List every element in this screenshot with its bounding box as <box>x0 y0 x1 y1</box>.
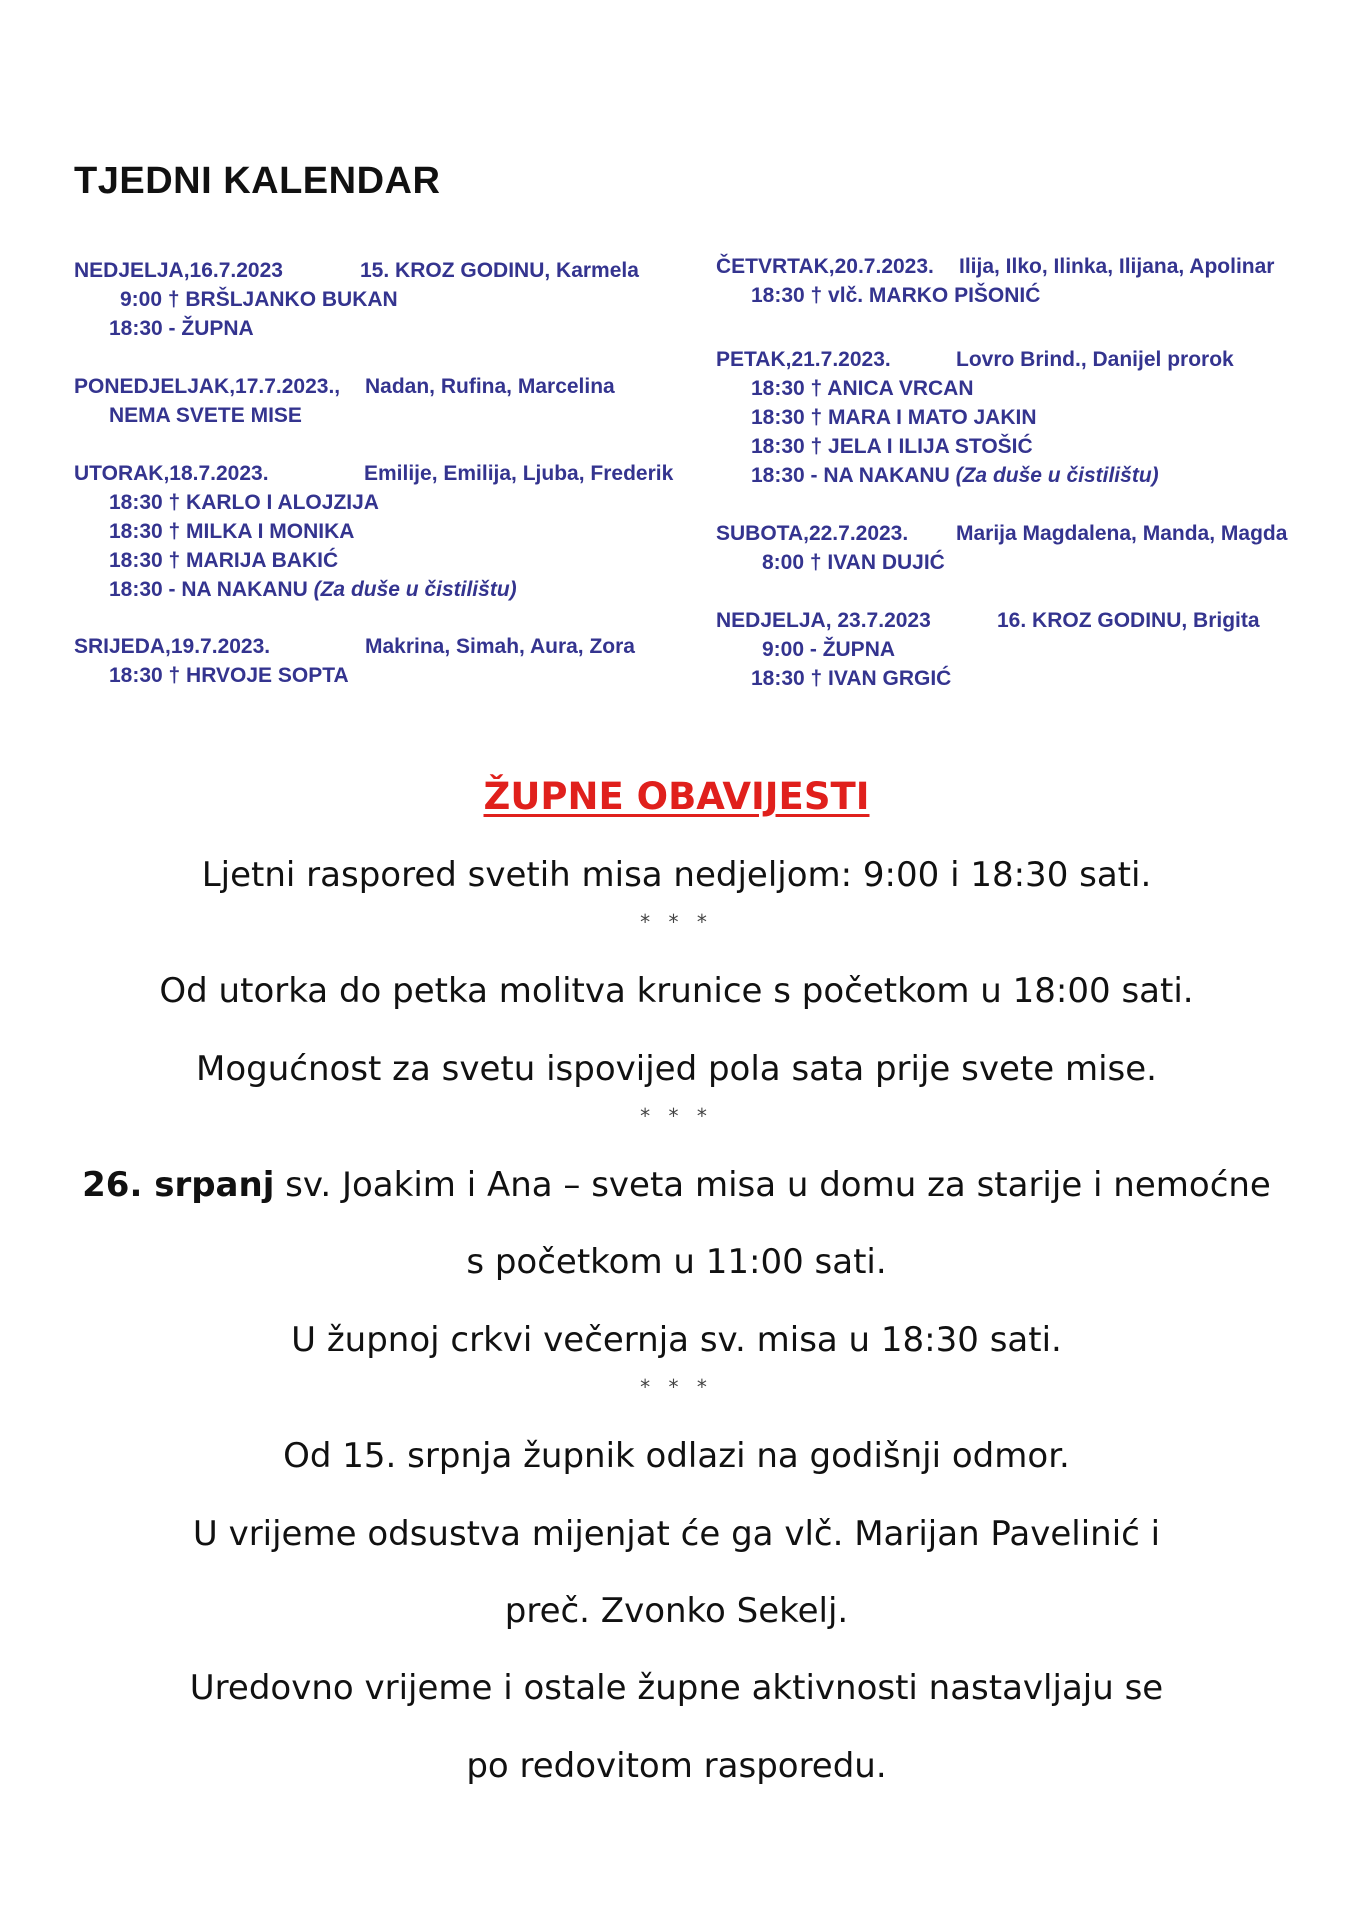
day-feast: Lovro Brind., Danijel prorok <box>956 348 1234 371</box>
notice-line: U vrijeme odsustva mijenjat će ga vlč. Marijan Pavelinić i <box>192 1514 1161 1554</box>
day-feast: Nadan, Rufina, Marcelina <box>365 375 615 398</box>
calendar-day <box>74 459 674 604</box>
day-date: NEDJELJA, 23.7.2023 <box>716 609 931 632</box>
calendar-day <box>716 519 1288 577</box>
day-feast: Marija Magdalena, Manda, Magda <box>956 522 1288 545</box>
separator-stars: * * * <box>640 1375 713 1399</box>
day-date: PONEDJELJAK,17.7.2023., <box>74 375 341 398</box>
calendar-day <box>716 252 1275 310</box>
calendar-day <box>74 256 639 343</box>
notice-line: Od 15. srpnja župnik odlazi na godišnji odmor. <box>283 1436 1070 1476</box>
day-feast: Emilije, Emilija, Ljuba, Frederik <box>364 462 674 485</box>
calendar-day <box>716 345 1234 490</box>
notice-line: Mogućnost za svetu ispovijed pola sata prije svete mise. <box>196 1049 1157 1089</box>
day-date: PETAK,21.7.2023. <box>716 348 891 371</box>
mass-entry: 18:30 † ANICA VRCAN <box>751 377 974 400</box>
mass-entry: 18:30 † vlč. MARKO PIŠONIĆ <box>751 284 1041 307</box>
mass-entry: 18:30 † MILKA I MONIKA <box>109 520 355 543</box>
mass-entry-note: (Za duše u čistilištu) <box>955 464 1159 487</box>
separator-stars: * * * <box>640 910 713 934</box>
mass-entry-note: (Za duše u čistilištu) <box>313 578 517 601</box>
notice-text: sv. Joakim i Ana – sveta misa u domu za starije i nemoćne <box>274 1165 1271 1205</box>
mass-entry: 18:30 † JELA I ILIJA STOŠIĆ <box>751 435 1033 458</box>
notice-line: preč. Zvonko Sekelj. <box>504 1591 849 1631</box>
separator-stars: * * * <box>640 1104 713 1128</box>
notice-line: Uredovno vrijeme i ostale župne aktivnosti nastavljaju se <box>189 1668 1164 1708</box>
calendar-day <box>74 632 635 690</box>
mass-entry: NEMA SVETE MISE <box>109 404 302 427</box>
mass-entry: 18:30 - ŽUPNA <box>109 317 254 340</box>
notice-line: U župnoj crkvi večernja sv. misa u 18:30 sati. <box>291 1320 1062 1360</box>
day-date: NEDJELJA,16.7.2023 <box>74 259 283 282</box>
notices-heading: ŽUPNE OBAVIJESTI <box>483 775 870 818</box>
calendar-left-column <box>74 256 674 706</box>
page-title: TJEDNI KALENDAR <box>74 160 441 202</box>
mass-entry: 18:30 † MARIJA BAKIĆ <box>109 549 339 572</box>
mass-entry: 18:30 † IVAN GRGIĆ <box>751 667 952 690</box>
mass-entry <box>74 575 517 604</box>
day-feast: Ilija, Ilko, Ilinka, Ilijana, Apolinar <box>959 255 1275 278</box>
day-date: ČETVRTAK,20.7.2023. <box>716 255 934 278</box>
mass-entry: 18:30 † HRVOJE SOPTA <box>109 664 349 687</box>
notice-date-bold: 26. srpanj <box>82 1165 275 1205</box>
mass-entry <box>716 461 1159 490</box>
calendar-day <box>74 372 615 430</box>
day-date: SUBOTA,22.7.2023. <box>716 522 909 545</box>
notice-line: s početkom u 11:00 sati. <box>466 1242 887 1282</box>
day-date: SRIJEDA,19.7.2023. <box>74 635 271 658</box>
notice-line <box>0 1165 1353 1205</box>
mass-entry: 18:30 † KARLO I ALOJZIJA <box>109 491 379 514</box>
notice-line: po redovitom rasporedu. <box>466 1746 887 1786</box>
notice-line: Od utorka do petka molitva krunice s početkom u 18:00 sati. <box>159 971 1194 1011</box>
day-feast: 15. KROZ GODINU, Karmela <box>360 259 639 282</box>
mass-entry: 9:00 - ŽUPNA <box>762 638 896 661</box>
mass-entry-text: 18:30 - NA NAKANU <box>751 464 950 487</box>
day-feast: 16. KROZ GODINU, Brigita <box>997 609 1260 632</box>
day-feast: Makrina, Simah, Aura, Zora <box>365 635 635 658</box>
calendar-day <box>716 606 1260 693</box>
mass-entry: 9:00 † BRŠLJANKO BUKAN <box>120 288 398 311</box>
mass-entry-text: 18:30 - NA NAKANU <box>109 578 308 601</box>
day-date: UTORAK,18.7.2023. <box>74 462 269 485</box>
calendar-right-column <box>716 252 1336 702</box>
mass-entry: 8:00 † IVAN DUJIĆ <box>762 551 945 574</box>
notice-line: Ljetni raspored svetih misa nedjeljom: 9:00 i 18:30 sati. <box>201 855 1152 895</box>
mass-entry: 18:30 † MARA I MATO JAKIN <box>751 406 1037 429</box>
